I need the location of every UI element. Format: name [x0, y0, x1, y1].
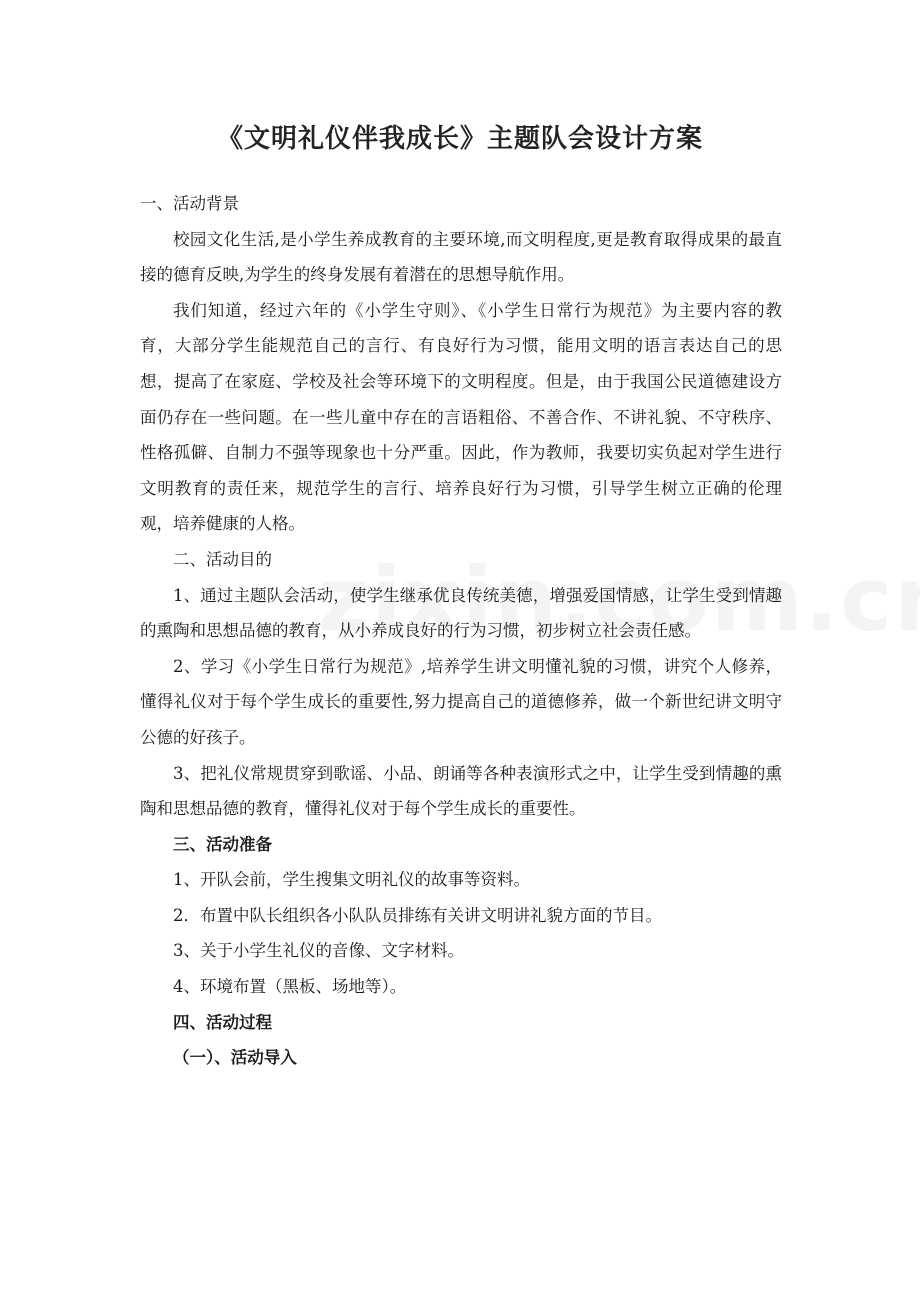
document-title: 《文明礼仪伴我成长》主题队会设计方案 — [216, 124, 703, 154]
paragraph-background-2: 我们知道，经过六年的《小学生守则》、《小学生日常行为规范》为主要内容的教育，大部分学生能规范自己的言行、有良好行为习惯，能用文明的语言表达自己的思想，提高了在家庭、学校及社会等环境下的文明程度。但是，由于我国公民道德建设方面仍存在一些问题。在一些儿童中存在的言语粗俗、不善合作、不讲礼貌、不守秩序、性格孤僻、自制力不强等现象也十分严重。因此，作为教师，我要切实负起对学生进行文明教育的责任来，规范学生的言行、培养良好行为习惯，引导学生树立正确的伦理观，培养健康的人格。 — [140, 300, 782, 534]
prep-item-1: 1、开队会前，学生搜集文明礼仪的故事等资料。 — [173, 870, 530, 890]
prep-item-2: 2．布置中队长组织各小队队员排练有关讲文明讲礼貌方面的节目。 — [173, 905, 662, 925]
section-heading-process: 四、活动过程 — [173, 1012, 272, 1032]
prep-item-3: 3、关于小学生礼仪的音像、文字材料。 — [173, 941, 464, 961]
paragraph-background-1: 校园文化生活,是小学生养成教育的主要环境,而文明程度,更是教育取得成果的最直接的德育反映,为学生的终身发展有着潜在的思想导航作用。 — [140, 229, 782, 285]
section-heading-preparation: 三、活动准备 — [173, 834, 272, 854]
section-heading-goal: 二、活动目的 — [173, 549, 272, 569]
subsection-heading-intro: （一）、活动导入 — [173, 1048, 297, 1068]
section-heading-background: 一、活动背景 — [140, 194, 239, 213]
goal-item-1: 1、通过主题队会活动，使学生继承优良传统美德，增强爱国情感，让学生受到情趣的熏陶和思想品德的教育，从小养成良好的行为习惯，初步树立社会责任感。 — [140, 585, 782, 641]
goal-item-3: 3、把礼仪常规贯穿到歌谣、小品、朗诵等各种表演形式之中，让学生受到情趣的熏陶和思想品德的教育，懂得礼仪对于每个学生成长的重要性。 — [140, 763, 782, 819]
prep-item-4: 4、环境布置（黑板、场地等）。 — [173, 977, 407, 997]
goal-item-2: 2、学习《小学生日常行为规范》,培养学生讲文明懂礼貌的习惯，讲究个人修养，懂得礼仪对于每个学生成长的重要性,努力提高自己的道德修养，做一个新世纪讲文明守公德的好孩子。 — [140, 656, 782, 747]
document-body — [140, 186, 782, 1076]
